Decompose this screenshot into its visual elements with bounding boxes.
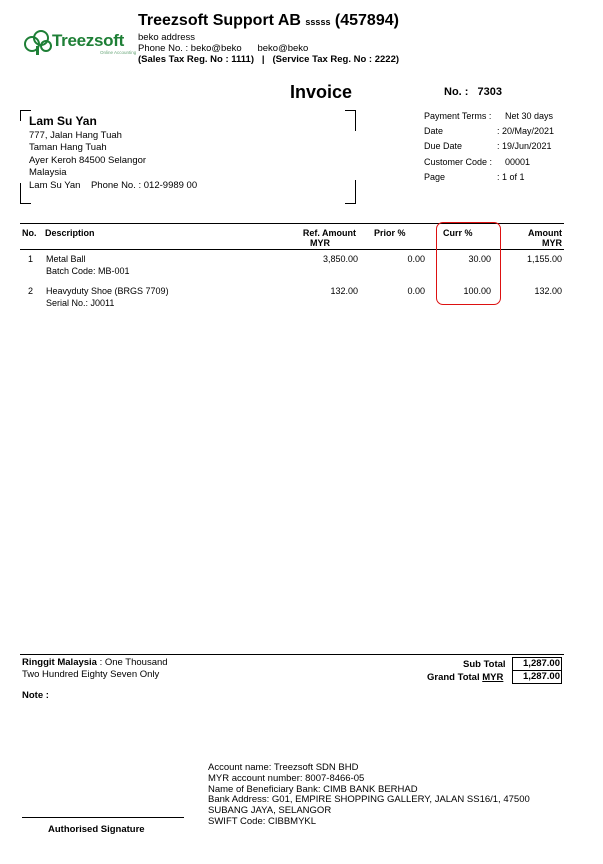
footer-top-rule <box>20 654 564 655</box>
company-suffix: sssss <box>305 17 331 27</box>
row-ref-amount: 3,850.00 <box>322 254 358 264</box>
item-detail: Serial No.: J0011 <box>46 298 115 308</box>
col-header-ref-currency: MYR <box>310 238 330 248</box>
company-phone: Phone No. : beko@beko beko@beko <box>138 43 309 54</box>
invoice-number-label: No. : <box>444 86 469 98</box>
row-amount: 1,155.00 <box>526 254 562 264</box>
customer-address <box>29 130 197 192</box>
curr-column-highlight <box>436 222 501 305</box>
customer-name: Lam Su Yan <box>29 114 97 128</box>
amount-in-words <box>22 657 168 681</box>
meta-value: 00001 <box>505 156 531 167</box>
meta-row <box>424 124 574 139</box>
meta-row <box>424 170 574 185</box>
row-no: 1 <box>28 254 34 264</box>
invoice-number <box>444 86 502 98</box>
row-curr: 100.00 <box>463 286 491 296</box>
meta-row <box>424 109 574 124</box>
amount-words-part-1: : One Thousand <box>96 657 168 668</box>
customer-address-line: Ayer Keroh 84500 Selangor <box>29 154 147 166</box>
logo-tagline: Online Accounting <box>100 50 137 55</box>
col-header-amount-label: Amount <box>528 228 562 238</box>
customer-address-line: 777, Jalan Hang Tuah <box>29 130 122 141</box>
bank-details <box>208 763 530 828</box>
item-description: Heavyduty Shoe (BRGS 7709) <box>46 286 169 296</box>
tax-registration: (Sales Tax Reg. No : 1111) | (Service Tax Reg. No : 2222) <box>138 54 400 65</box>
company-code: (457894) <box>334 12 399 29</box>
company-address-block <box>138 32 399 65</box>
bank-line: SWIFT Code: CIBBMYKL <box>208 815 317 827</box>
subtotal-label: Sub Total <box>463 659 506 670</box>
billto-corner <box>345 180 356 204</box>
row-prior: 0.00 <box>407 254 425 264</box>
company-name <box>138 12 399 30</box>
invoice-meta <box>424 109 574 185</box>
row-amount: 132.00 <box>534 286 562 296</box>
col-header-prior: Prior % <box>374 228 406 238</box>
row-no: 2 <box>28 286 34 296</box>
amount-words-part-2: Two Hundred Eighty Seven Only <box>22 669 160 680</box>
grand-total-label: Grand Total <box>427 672 480 683</box>
row-description <box>46 253 130 277</box>
grand-total-value: 1,287.00 <box>512 670 562 684</box>
bank-line: Bank Address: G01, EMPIRE SHOPPING GALLERY, JALAN SS16/1, 47500 <box>208 794 530 806</box>
note-label: Note : <box>22 690 49 701</box>
meta-value: Net 30 days <box>505 111 554 121</box>
invoice-title: Invoice <box>290 82 353 102</box>
treezsoft-logo-icon <box>22 28 54 56</box>
company-address: beko address <box>138 32 196 43</box>
col-header-amount <box>500 228 562 248</box>
row-ref-amount: 132.00 <box>330 286 358 296</box>
meta-row <box>424 139 574 154</box>
meta-value: : 19/Jun/2021 <box>497 141 552 152</box>
billto-corner <box>345 110 356 131</box>
row-curr: 30.00 <box>468 254 491 264</box>
col-header-curr: Curr % <box>443 228 473 238</box>
customer-address-line: Malaysia <box>29 167 67 179</box>
subtotal-value: 1,287.00 <box>512 657 562 671</box>
meta-row <box>424 155 574 170</box>
invoice-number-value: 7303 <box>477 86 502 98</box>
meta-label: Payment Terms : <box>424 111 492 121</box>
bank-line: SUBANG JAYA, SELANGOR <box>208 805 332 817</box>
logo-text: Treezsoft <box>52 31 124 50</box>
grand-total-currency: MYR <box>482 672 504 683</box>
meta-label: Due Date <box>424 141 463 152</box>
signature-label: Authorised Signature <box>48 824 145 835</box>
meta-label: Customer Code : <box>424 156 493 167</box>
grand-total-label-group <box>427 672 503 683</box>
customer-address-line: Taman Hang Tuah <box>29 142 107 154</box>
amount-words-line-1 <box>22 657 168 669</box>
row-description <box>46 285 169 309</box>
col-header-ref-amount-label: Ref. Amount <box>302 228 356 238</box>
signature-line <box>22 817 184 818</box>
meta-value: : 1 of 1 <box>497 171 525 182</box>
col-header-description: Description <box>45 228 95 238</box>
col-header-no: No. <box>22 228 37 238</box>
bank-line: MYR account number: 8007-8466-05 <box>208 772 365 784</box>
item-description: Metal Ball <box>46 254 86 264</box>
meta-label: Page <box>424 171 446 182</box>
col-header-amount-currency: MYR <box>542 238 562 248</box>
bank-line: Name of Beneficiary Bank: CIMB BANK BERHAD <box>208 783 418 795</box>
company-name-text: Treezsoft Support AB <box>138 12 301 29</box>
item-detail: Batch Code: MB-001 <box>46 266 130 276</box>
row-prior: 0.00 <box>407 286 425 296</box>
meta-value: : 20/May/2021 <box>497 126 555 137</box>
meta-label: Date <box>424 126 444 137</box>
bank-line: Account name: Treezsoft SDN BHD <box>208 762 359 773</box>
customer-contact-line: Lam Su Yan Phone No. : 012-9989 00 <box>29 179 198 191</box>
amount-words-currency: Ringgit Malaysia <box>22 657 97 668</box>
col-header-ref-amount <box>270 228 356 248</box>
